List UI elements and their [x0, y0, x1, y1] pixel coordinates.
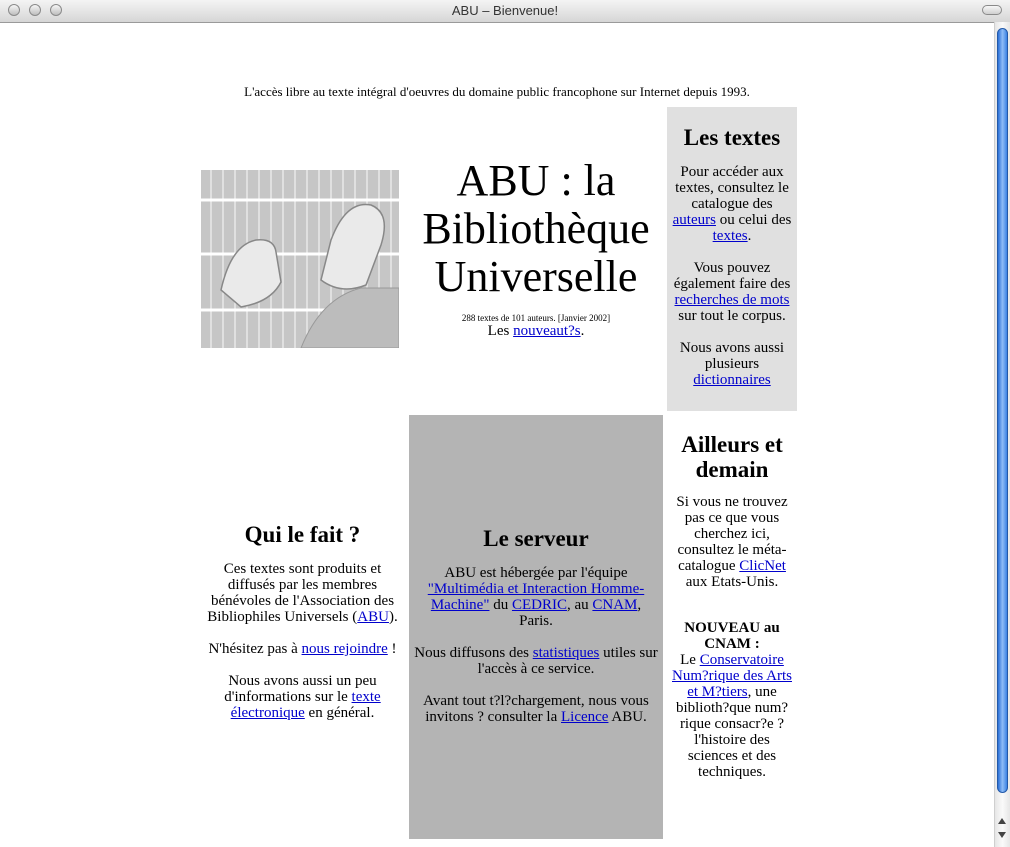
le-serveur-panel	[409, 415, 663, 839]
serveur-paragraph-2	[413, 645, 659, 677]
news-link[interactable]: nouveaut?s	[513, 323, 581, 339]
ailleurs-paragraph-2	[671, 652, 793, 780]
qui-paragraph-2	[200, 641, 405, 657]
electronic-text-link[interactable]: texte électronique	[230, 689, 381, 721]
scrollbar-thumb[interactable]	[997, 28, 1008, 793]
collection-stats: 288 textes de 101 auteurs. [Janvier 2002]	[461, 313, 611, 323]
toolbar-toggle-button[interactable]	[982, 5, 1002, 15]
site-title-line-1: ABU : la	[456, 156, 616, 205]
text: .	[747, 228, 752, 244]
serveur-paragraph-1	[413, 565, 659, 629]
multimedia-team-link[interactable]: "Multimédia et Interaction Homme-Machine"	[427, 581, 645, 613]
text: Si vous ne trouvez pas ce que vous cherchez ici, consultez le méta-catalogue	[676, 494, 788, 574]
ailleurs-paragraph-1	[671, 494, 793, 590]
le-serveur-heading: Le serveur	[483, 526, 589, 551]
text: Nous diffusons des	[414, 645, 533, 661]
text: !	[387, 641, 397, 657]
text: sur tout le corpus.	[678, 308, 786, 324]
site-title-line-2: Bibliothèque	[422, 204, 650, 253]
text: Nous avons aussi un peu d'informations sur le	[224, 673, 377, 705]
qui-paragraph-3	[200, 673, 405, 721]
les-textes-heading: Les textes	[683, 125, 781, 150]
page-content	[0, 22, 994, 847]
text: Le	[680, 652, 700, 668]
text: Pour accéder aux textes, consultez le catalogue des	[675, 164, 789, 212]
join-us-link[interactable]: nous rejoindre	[301, 641, 388, 657]
qui-le-fait-section	[200, 522, 405, 737]
qui-paragraph-1	[200, 561, 405, 625]
text: ABU.	[608, 709, 647, 725]
text: du	[489, 597, 512, 613]
statistics-link[interactable]: statistiques	[532, 645, 600, 661]
news-suffix: .	[580, 323, 585, 339]
nouveau-cnam-title: NOUVEAU au CNAM :	[684, 620, 780, 652]
clicnet-link[interactable]: ClicNet	[739, 558, 786, 574]
text: ).	[388, 609, 398, 625]
scroll-up-arrow-icon[interactable]	[998, 818, 1006, 824]
tagline: L'accès libre au texte intégral d'oeuvres du domaine public francophone sur Internet depuis 1993.	[244, 84, 750, 99]
text: , au	[566, 597, 593, 613]
news-line	[409, 323, 663, 340]
word-search-link[interactable]: recherches de mots	[674, 292, 790, 308]
abu-link[interactable]: ABU	[357, 609, 389, 625]
text: Vous pouvez également faire des	[673, 260, 791, 292]
text: aux Etats-Unis.	[685, 574, 779, 590]
text: Nous avons aussi plusieurs	[679, 340, 785, 372]
text: utiles sur l'accès à ce service.	[477, 645, 658, 677]
auteurs-link[interactable]: auteurs	[672, 212, 716, 228]
textes-dictionaries-paragraph	[671, 340, 793, 388]
text: ABU est hébergée par l'équipe	[444, 565, 628, 581]
conservatoire-link[interactable]: Conservatoire Num?rique des Arts et M?tiers	[672, 652, 792, 700]
qui-le-fait-heading: Qui le fait ?	[244, 522, 361, 547]
text: en général.	[304, 705, 375, 721]
ailleurs-et-demain-section	[667, 432, 797, 796]
dictionnaires-link[interactable]: dictionnaires	[693, 372, 771, 388]
text: , une biblioth?que num?rique consacr?e ? l'histoire des sciences et des techniques.	[675, 684, 789, 780]
news-prefix: Les	[487, 323, 514, 339]
vertical-scrollbar[interactable]	[994, 22, 1010, 847]
textes-link[interactable]: textes	[712, 228, 748, 244]
les-textes-panel	[667, 107, 797, 411]
text: , Paris.	[519, 597, 642, 629]
text: ou celui des	[715, 212, 792, 228]
cedric-link[interactable]: CEDRIC	[511, 597, 567, 613]
hands-on-books-logo	[201, 170, 399, 348]
scroll-down-arrow-icon[interactable]	[998, 832, 1006, 838]
site-title-block	[409, 157, 663, 340]
text: Avant tout t?l?chargement, nous vous invitons ? consulter la	[423, 693, 649, 725]
window-title: ABU – Bienvenue!	[451, 3, 559, 18]
text: Ces textes sont produits et diffusés par les membres bénévoles de l'Association des Bibliophiles Universels (	[207, 561, 395, 625]
textes-search-paragraph	[671, 260, 793, 324]
textes-catalog-paragraph	[671, 164, 793, 244]
site-title-line-3: Universelle	[434, 252, 638, 301]
window-titlebar	[0, 0, 1010, 23]
licence-link[interactable]: Licence	[561, 709, 609, 725]
cnam-link[interactable]: CNAM	[592, 597, 638, 613]
text: N'hésitez pas à	[208, 641, 302, 657]
serveur-paragraph-3	[413, 693, 659, 725]
ailleurs-heading: Ailleurs et demain	[681, 432, 783, 482]
